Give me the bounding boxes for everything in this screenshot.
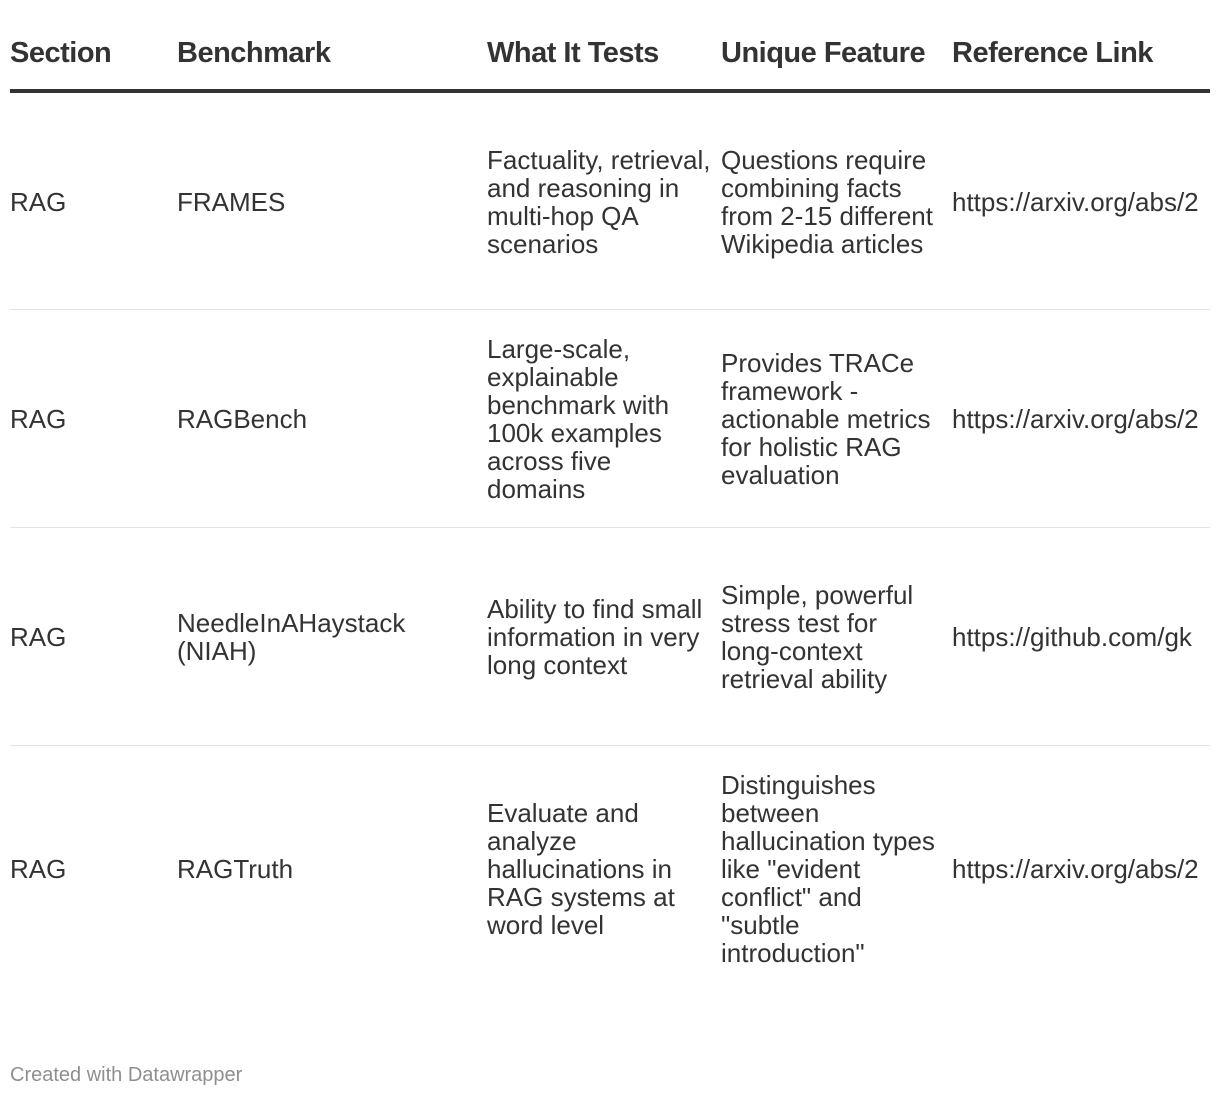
cell-reference-link[interactable]: https://arxiv.org/abs/2 [952,91,1210,309]
table-row [10,527,1210,745]
cell-benchmark: NeedleInAHaystack (NIAH) [177,527,487,745]
cell-benchmark: RAGBench [177,309,487,527]
table-row [10,91,1210,309]
cell-section: RAG [10,309,177,527]
cell-reference-link[interactable]: https://github.com/gk [952,527,1210,745]
column-header-what-it-tests[interactable]: What It Tests [487,38,721,91]
cell-what-it-tests: Factuality, retrieval, and reasoning in multi-hop QA scenarios [487,91,721,309]
cell-reference-link[interactable]: https://arxiv.org/abs/2 [952,309,1210,527]
cell-unique-feature: Provides TRACe framework - actionable metrics for holistic RAG evaluation [721,309,952,527]
cell-unique-feature: Questions require combining facts from 2-15 different Wikipedia articles [721,91,952,309]
cell-unique-feature: Simple, powerful stress test for long-context retrieval ability [721,527,952,745]
cell-section: RAG [10,91,177,309]
table-viewport [10,38,1210,991]
cell-unique-feature: Distinguishes between hallucination types like "evident conflict" and "subtle introduction" [721,770,935,969]
cell-reference-link[interactable]: https://arxiv.org/abs/2 [952,854,1199,885]
cell-what-it-tests: Ability to find small information in very long context [487,527,721,745]
cell-what-it-tests: Evaluate and analyze hallucinations in RAG systems at word level [487,798,675,941]
footer-credit[interactable]: Created with Datawrapper [10,1064,243,1086]
column-header-benchmark[interactable]: Benchmark [177,38,487,91]
benchmark-table [10,38,1210,991]
cell-benchmark: FRAMES [177,91,487,309]
table-row [10,745,1210,991]
column-header-unique-feature[interactable]: Unique Feature [721,38,952,91]
column-header-reference-link[interactable]: Reference Link [952,38,1210,91]
cell-benchmark: RAGTruth [177,854,294,885]
header-row [10,38,1210,91]
column-header-section[interactable]: Section [10,38,177,91]
cell-section: RAG [10,854,67,885]
cell-section: RAG [10,527,177,745]
table-row [10,309,1210,527]
cell-what-it-tests: Large-scale, explainable benchmark with 100k examples across five domains [487,309,721,527]
